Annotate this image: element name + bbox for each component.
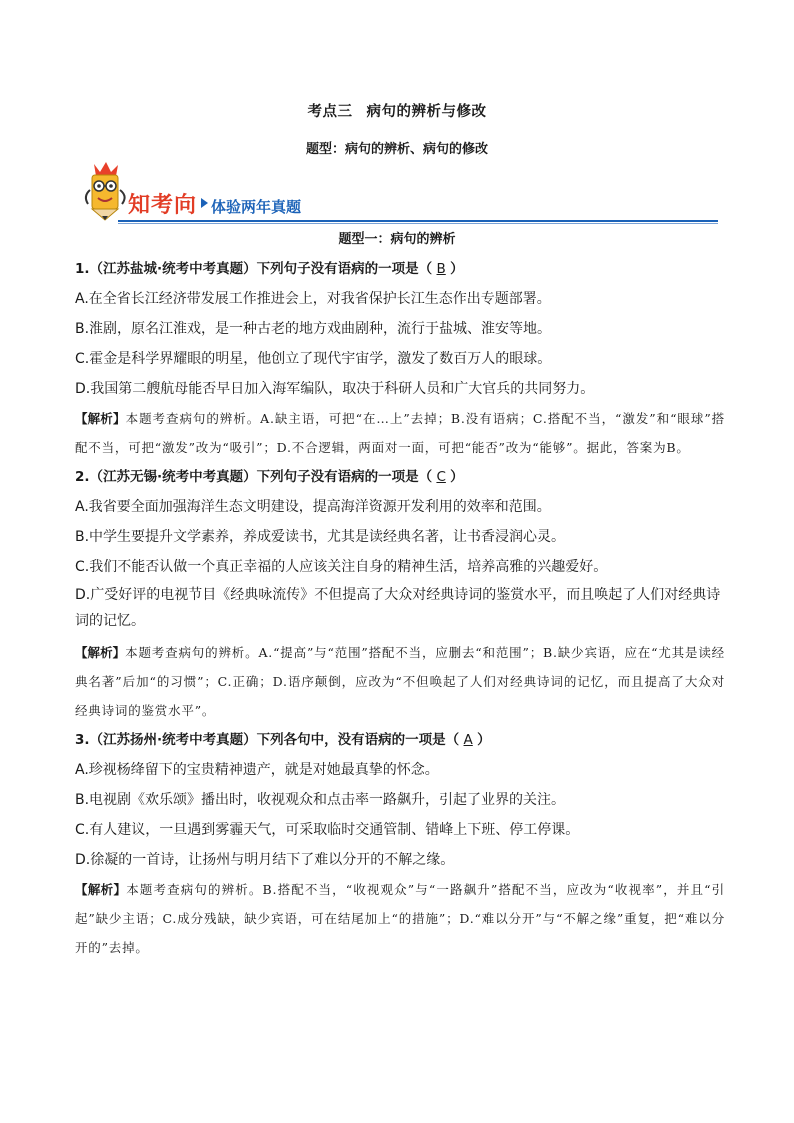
question-stem (75, 725, 725, 755)
stem-close: ） (477, 732, 491, 748)
option-b: B.电视剧《欢乐颂》播出时，收视观众和点击率一路飙升，引起了业界的关注。 (75, 792, 566, 808)
section-banner (78, 160, 718, 224)
banner-divider (118, 220, 718, 222)
answer-blank: A (463, 732, 473, 748)
option-d: D.我国第二艘航母能否早日加入海军编队，取决于科研人员和广大官兵的共同努力。 (75, 381, 595, 397)
section-heading: 题型一：病句的辨析 (338, 232, 456, 247)
analysis-text: 本题考查病句的辨析。A.缺主语，可把“在…上”去掉；B.没有语病；C.搭配不当，“激发”和“眼球”搭配不当，可把“激发”改为“吸引”；D.不合逻辑，两面对一面，可把“能否”改为“能够”。据此，答案为B。 (75, 411, 725, 455)
stem-text: 2.（江苏无锡·统考中考真题）下列句子没有语病的一项是（ (75, 469, 433, 485)
banner-subtitle: 体验两年真题 (211, 198, 302, 216)
analysis (75, 875, 725, 962)
analysis (75, 638, 725, 725)
stem-text: 1.（江苏盐城·统考中考真题）下列句子没有语病的一项是（ (75, 261, 433, 277)
analysis-text: 本题考查病句的辨析。B.搭配不当，“收视观众”与“一路飙升”搭配不当，应改为“收视率”，并且“引起”缺少主语；C.成分残缺，缺少宾语，可在结尾加上“的措施”；D.“难以分开”与“不解之缘”重复，把“难以分开的”去掉。 (75, 882, 725, 955)
analysis-tag: 【解析】 (75, 645, 126, 660)
question-stem (75, 254, 725, 284)
option-a: A.珍视杨绛留下的宝贵精神遗产，就是对她最真挚的怀念。 (75, 762, 439, 778)
analysis (75, 404, 725, 462)
option-c: C.霍金是科学界耀眼的明星，他创立了现代宇宙学，激发了数百万人的眼球。 (75, 351, 552, 367)
page-title (0, 100, 794, 121)
question-stem (75, 462, 725, 492)
banner-title: 知考向 (128, 193, 198, 218)
stem-close: ） (450, 261, 464, 277)
answer-blank: C (436, 469, 446, 485)
title-part1: 考点三 (307, 104, 353, 120)
option-a: A.在全省长江经济带发展工作推进会上，对我省保护长江生态作出专题部署。 (75, 291, 551, 307)
analysis-text: 本题考查病句的辨析。A.“提高”与“范围”搭配不当，应删去“和范围”；B.缺少宾语，应在“尤其是读经典名著”后加“的习惯”；C.正确；D.语序颠倒，应改为“不但唤起了人们对经典诗词的记忆，而且提高了大众对经典诗词的鉴赏水平”。 (75, 645, 725, 718)
banner-arrow-icon (201, 198, 208, 208)
question-1 (75, 254, 725, 462)
option-a: A.我省要全面加强海洋生态文明建设，提高海洋资源开发利用的效率和范围。 (75, 499, 551, 515)
option-b: B.中学生要提升文学素养，养成爱读书，尤其是读经典名著，让书香浸润心灵。 (75, 529, 566, 545)
question-2 (75, 462, 725, 725)
answer-blank: B (436, 261, 446, 277)
title-part2: 病句的辨析与修改 (366, 104, 487, 120)
banner-divider-thin (118, 223, 718, 224)
option-b: B.淮剧，原名江淮戏，是一种古老的地方戏曲剧种，流行于盐城、淮安等地。 (75, 321, 552, 337)
stem-close: ） (450, 469, 464, 485)
option-d: D.徐凝的一首诗，让扬州与明月结下了难以分开的不解之缘。 (75, 852, 455, 868)
question-3 (75, 725, 725, 962)
page-subtitle: 题型：病句的辨析、病句的修改 (305, 142, 488, 157)
question-list (75, 254, 725, 962)
analysis-tag: 【解析】 (75, 882, 127, 897)
option-c: C.我们不能否认做一个真正幸福的人应该关注自身的精神生活，培养高雅的兴趣爱好。 (75, 559, 608, 575)
option-d: D.广受好评的电视节目《经典咏流传》不但提高了大众对经典诗词的鉴赏水平，而且唤起了人们对经典诗词的记忆。 (75, 587, 721, 629)
pencil-mascot-icon (80, 160, 132, 222)
analysis-tag: 【解析】 (75, 411, 126, 426)
stem-text: 3.（江苏扬州·统考中考真题）下列各句中，没有语病的一项是（ (75, 732, 460, 748)
option-c: C.有人建议，一旦遇到雾霾天气，可采取临时交通管制、错峰上下班、停工停课。 (75, 822, 580, 838)
